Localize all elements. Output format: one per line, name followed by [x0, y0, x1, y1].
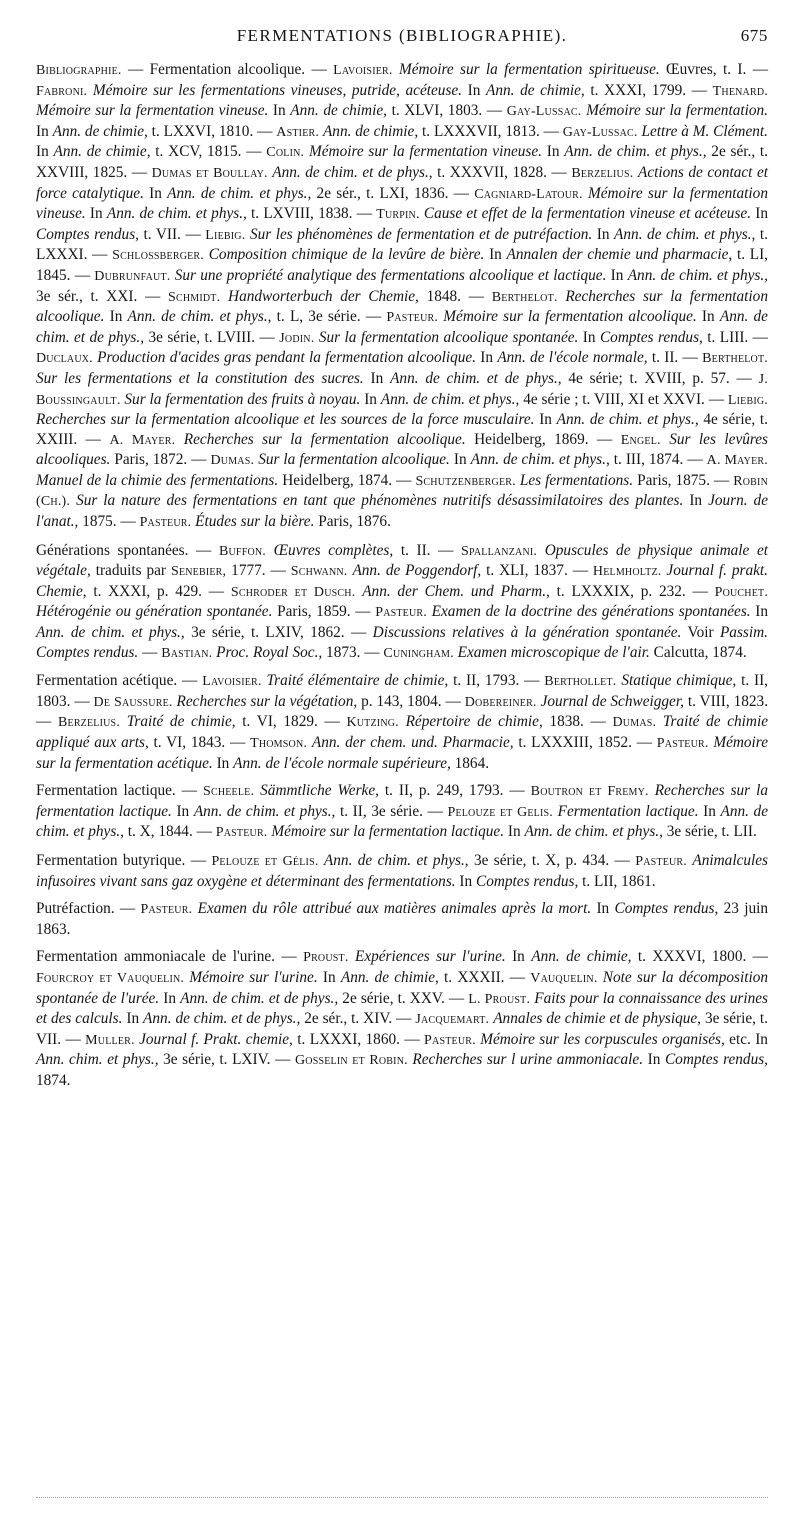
work-title: Mémoire sur la fermentation lactique. [271, 823, 505, 841]
work-title: Traité élémentaire de chimie, [266, 672, 449, 690]
author-name: Pasteur. [635, 853, 687, 869]
citation-text: t. XXXVII, 1828. — [432, 163, 572, 181]
work-title: Hétérogénie ou génération spontanée. [36, 603, 273, 621]
citation-text: t. II, 3e série. — [335, 802, 448, 820]
citation-text: 3e série, t. VII. — [36, 1010, 769, 1048]
author-name: Kutzing. [346, 715, 399, 731]
author-name: Lavoisier. [202, 674, 262, 690]
page-number: 675 [740, 26, 768, 45]
work-title: Études sur la bière. [195, 513, 315, 531]
citation-text: t. LXXXI. — [36, 225, 768, 264]
author-name: Cagniard-Latour. [474, 186, 583, 202]
work-title: Expériences sur l'urine. [354, 948, 506, 966]
author-name: Pasteur. [215, 825, 268, 841]
citation-text: In [122, 1010, 144, 1028]
citation-text: In [455, 872, 477, 890]
citation-text: t. LXXXIII, 1852. — [513, 734, 657, 751]
work-title: Handworterbuch der Chemie, [228, 287, 419, 305]
citation-text: t. LI, 1845. — [36, 246, 769, 284]
citation-text: In [317, 968, 341, 986]
work-title: Ann. de chim. et phys., [323, 851, 469, 869]
author-name: Schutzenberger. [415, 473, 516, 489]
citation-text: t. LIII. — [702, 328, 768, 346]
author-name: Pasteur. [424, 1032, 476, 1048]
citation-text [537, 542, 545, 559]
citation-text: etc. In [724, 1030, 768, 1048]
work-title: Ann. der chem. und. Pharmacie, [311, 734, 514, 751]
work-title: Ann. de chim. et phys., [127, 308, 272, 326]
citation-text [266, 542, 274, 559]
citation-text: 2e sér., t. XXVIII, 1825. — [36, 143, 768, 181]
work-title: Examen de la doctrine des générations spontanées. [431, 603, 751, 621]
work-title: Recherches sur la fermentation alcoolique. [183, 430, 466, 448]
citation-text: In [698, 802, 721, 820]
section-fermentation-acetique [36, 671, 768, 773]
citation-text: 3e sér., t. XXI. — [36, 287, 168, 305]
work-title: Mémoire sur la fermentation vineuse. [36, 184, 768, 223]
citation-text: t. XXXVI, 1800. — [631, 948, 768, 966]
author-name: Thomson. [250, 736, 308, 751]
author-name: Turpin. [376, 207, 420, 223]
citation-text: t. VI, 1843. — [148, 734, 251, 751]
work-title: Ann. de chim. et phys., [564, 143, 707, 161]
author-name: L. Proust. [468, 991, 531, 1007]
citation-text: 2e série, t. XXV. — [338, 989, 469, 1007]
work-title: Ann. de chim. et phys., [36, 802, 768, 841]
running-title: FERMENTATIONS (BIBLIOGRAPHIE). [236, 26, 568, 45]
author-name: Berthollet. [544, 674, 617, 690]
work-title: Ann. de chimie, [53, 143, 151, 161]
author-name: Senebier, [170, 564, 227, 580]
work-title: Recherches sur la végétation, [176, 692, 358, 710]
author-name: Gay-Lussac. [562, 124, 638, 140]
author-name: Fabroni. [36, 83, 88, 99]
author-name: Liebig. [727, 392, 768, 408]
citation-text [175, 431, 183, 448]
work-title: Mémoire sur l'urine. [189, 968, 318, 986]
author-name: Schroder et Dusch. [230, 584, 356, 600]
work-title: Sur les phénomènes de fermentation et de putréfaction. [249, 225, 593, 243]
author-name: Schwann. [290, 564, 348, 580]
work-title: Œuvres complètes, [273, 541, 394, 559]
author-name: Spallanzani. [461, 543, 538, 559]
author-name: Schlossberger. [112, 248, 205, 264]
citation-text: 2e sér., t. LXI, 1836. — [311, 184, 475, 202]
author-name: Lavoisier. [333, 63, 393, 78]
citation-text [220, 288, 228, 305]
author-name: Berzelius. [57, 715, 121, 731]
work-title: Passim. Comptes rendus. [36, 624, 768, 661]
work-title: Composition chimique de la levûre de bière. [208, 246, 485, 264]
work-title: Recherches sur la fermentation lactique. [36, 782, 768, 820]
work-title: Ann. de chim. et phys., [556, 411, 699, 429]
work-title: Mémoire sur la fermentation spiritueuse. [398, 61, 660, 78]
work-title: Ann. de chim. et phys., [167, 184, 312, 202]
citation-text: In [85, 205, 107, 223]
author-name: Gosselin et Robin. [294, 1053, 408, 1069]
section-fermentation-lactique [36, 781, 768, 843]
citation-text: 1874. [36, 1071, 71, 1089]
work-title: Ann. de l'école normale supérieure, [233, 754, 451, 772]
work-title: Ann. de chim. et de phys., [180, 989, 339, 1007]
author-name: Bibliographie. [36, 63, 122, 78]
author-name: Berthelot. [702, 351, 768, 367]
citation-text: Fermentation ammoniacale de l'urine. — [36, 948, 304, 966]
author-name: Pasteur. [386, 310, 439, 326]
author-name: J. Boussingault. [36, 371, 768, 408]
author-name: Berzelius. [571, 165, 634, 181]
work-title: Ann. de chim. et phys., [380, 390, 520, 408]
citation-text: t. II, p. 249, 1793. — [378, 782, 531, 800]
work-title: Opuscules de physique animale et végétale, [36, 541, 768, 580]
citation-text: t. II. — [393, 541, 462, 559]
author-name: Astier. [276, 124, 320, 140]
citation-text: 3e série, t. LII. [662, 823, 757, 841]
author-name: Dobereiner. [464, 694, 537, 710]
author-name: Muller. [85, 1032, 135, 1048]
work-title: Sur la fermentation alcoolique spontanée. [318, 328, 579, 346]
citation-text: 3e série, t. LXIV, 1862. — [184, 624, 373, 642]
citation-text: 1777. — [226, 562, 291, 580]
author-name: Pouchet. [714, 584, 769, 600]
author-name: Vauquelin. [530, 970, 598, 986]
citation-text: Fermentation butyrique. — [36, 851, 212, 869]
work-title: Lettre à M. Clément. [641, 122, 768, 140]
work-title: Ann. de chimie, [52, 122, 148, 140]
work-title: Recherches sur la fermentation alcoolique. [36, 287, 768, 326]
citation-text: t. LXXXI, 1860. — [292, 1030, 425, 1048]
work-title: Examen microscopique de l'air. [457, 643, 650, 661]
work-title: Sur les levûres alcooliques. [36, 430, 769, 469]
work-title: Recherches sur l urine ammoniacale. [412, 1051, 644, 1069]
author-name: Bastian. [161, 645, 213, 661]
work-title: Traité de chimie, [126, 713, 236, 731]
work-title: Ann. de chim. et phys., [470, 451, 610, 469]
work-title: Mémoire sur les corpuscules organisés, [480, 1030, 725, 1048]
citation-text: Heidelberg, 1869. — [465, 430, 621, 448]
citation-text: 4e série; t. XVIII, p. 57. — [561, 369, 759, 387]
author-name: Pelouze et Gelis. [447, 804, 553, 820]
citation-text: 2e sér., t. XIV. — [300, 1010, 416, 1028]
work-title: Sur une propriété analytique des fermentations alcoolique et lactique. [174, 266, 607, 284]
citation-text: p. 143, 1804. — [357, 692, 465, 710]
work-title: Mémoire sur la fermentation. [586, 102, 768, 120]
author-name: Dumas. [612, 715, 657, 731]
work-title: Sur la fermentation alcoolique. [258, 451, 450, 469]
citation-text: In [683, 492, 709, 510]
section-putrefaction [36, 899, 768, 939]
citation-text: t. LII, 1861. [578, 872, 656, 890]
work-title: Mémoire sur la fermentation acétique. [36, 734, 768, 772]
work-title: Ann. chim. et phys., [36, 1051, 159, 1069]
citation-text: t. LXVIII, 1838. — [246, 205, 377, 223]
citation-text: Paris, 1859. — [272, 603, 376, 621]
author-name: Proust. [303, 950, 349, 966]
author-name: Schmidt. [167, 289, 221, 305]
citation-text: t. LXXXIX, p. 232. — [549, 582, 715, 600]
work-title: Animalcules infusoires vivant sans gaz oxygène et déterminant des fermentations. [36, 851, 768, 890]
author-name: Pasteur. [139, 515, 192, 531]
citation-text: t. XCV, 1815. — [150, 143, 267, 161]
citation-text: t. VIII, 1823. — [36, 692, 769, 731]
work-title: Ann. de chimie, [322, 122, 419, 140]
work-title: Statique chimique, [621, 672, 737, 690]
citation-text [656, 713, 663, 730]
author-name: Cuningham. [383, 645, 454, 661]
citation-text: t. III, 1874. — [609, 451, 707, 469]
citation-text: In [505, 948, 532, 966]
citation-text: Œuvres, t. I. — [659, 61, 768, 78]
work-title: Examen du rôle attribué aux matières animales après la mort. [197, 900, 592, 918]
work-title: Journal f. Prakt. chemie, [139, 1030, 293, 1048]
citation-text: In [36, 122, 53, 140]
author-name: Boutron et Fremy. [530, 784, 649, 800]
bibliography-body [36, 60, 768, 1091]
citation-text: t. XXXI, 1799. — [584, 81, 713, 99]
citation-text: t. VII. — [138, 225, 206, 243]
work-title: Comptes rendus, [36, 225, 139, 243]
author-name: De Saussure. [93, 694, 173, 710]
citation-text: Voir [681, 624, 720, 642]
work-title: Ann. de chim. et phys., [524, 823, 663, 841]
citation-text: In [578, 328, 600, 346]
citation-text: In [159, 989, 181, 1007]
work-title: Fermentation lactique. [557, 802, 699, 820]
citation-text: In [750, 603, 769, 621]
author-name: Berthelot. [491, 289, 558, 305]
work-title: Ann. de chim. et phys., [193, 802, 336, 820]
work-title: Ann. de chimie, [340, 968, 439, 986]
work-title: Mémoire sur les fermentations vineuses, putride, acéteuse. [92, 81, 463, 99]
work-title: Mémoire sur la fermentation vineuse. [308, 143, 543, 161]
citation-text: 3e série, t. X, p. 434. — [468, 851, 636, 869]
author-name: Dumas. [210, 453, 255, 469]
citation-text: t. XXXI, p. 429. — [86, 582, 231, 600]
work-title: Traité de chimie appliqué aux arts, [36, 713, 768, 751]
work-title: Ann. de chim. et de phys., [390, 369, 562, 387]
work-title: Faits pour la connaissance des urines et des calculs. [36, 989, 768, 1028]
author-name: Pasteur. [140, 902, 193, 918]
work-title: Sur la nature des fermentations en tant que phénomènes nutritifs désassimilatoires des plantes. [76, 492, 684, 510]
work-title: Ann. de chimie, [486, 81, 585, 99]
author-name: Jacquemart. [415, 1012, 490, 1028]
work-title: Cause et effet de la fermentation vineuse et acéteuse. [423, 205, 752, 223]
work-title: Discussions relatives à la génération spontanée. [372, 624, 682, 642]
citation-text: In [484, 246, 507, 264]
citation-text: In [212, 754, 234, 772]
author-name: Robin (Ch.). [36, 473, 768, 510]
work-title: Ann. de chim. et de phys., [36, 308, 768, 346]
work-title: Ann. de chimie, [531, 948, 632, 966]
citation-text: Générations spontanées. — [36, 541, 219, 559]
citation-text: traduits par [90, 562, 171, 580]
citation-text: 3e série, t. LXIV. — [158, 1051, 295, 1069]
citation-text: 4e série, t. XXIII. — [36, 411, 768, 448]
author-name: Pasteur. [375, 605, 427, 621]
citation-text [661, 431, 669, 448]
citation-text: t. VI, 1829. — [235, 713, 347, 731]
citation-text: 23 juin 1863. [36, 900, 769, 938]
author-name: Scheele. [202, 784, 255, 800]
citation-text: In [696, 308, 720, 326]
work-title: Sur les fermentations et la constitution des sucres. [36, 369, 364, 387]
citation-text: In [534, 411, 557, 429]
citation-text: t. XLI, 1837. — [481, 562, 593, 580]
work-title: Recherches sur la fermentation alcoolique et les sources de la force musculaire. [36, 411, 535, 429]
work-title: Annalen der chemie und pharmacie, [506, 246, 733, 264]
work-title: Journal f. prakt. Chemie, [36, 562, 769, 600]
work-title: Note sur la décomposition spontanée de l'urée. [36, 968, 769, 1007]
author-name: Gay-Lussac. [506, 104, 582, 120]
author-name: Helmholtz. [592, 564, 662, 580]
work-title: Ann. de chimie, [290, 102, 387, 120]
citation-text: In [462, 81, 486, 99]
citation-text: — [138, 643, 162, 661]
work-title: Ann. de chim. et de phys., [272, 163, 433, 181]
citation-text: Heidelberg, 1874. — [278, 471, 416, 489]
work-title: Ann. de chim. et phys., [614, 225, 756, 243]
citation-text: t. II, 1793. — [448, 672, 545, 690]
author-name: Jodin. [279, 330, 315, 346]
work-title: Manuel de la chimie des fermentations. [36, 471, 279, 489]
citation-text [399, 713, 406, 730]
author-name: Pasteur. [656, 736, 709, 751]
citation-text: 1864. [450, 754, 490, 772]
work-title: Ann. de chim. et phys., [106, 205, 247, 223]
citation-text: t. XLVI, 1803. — [386, 102, 507, 120]
citation-text: t. XXXII. — [438, 968, 531, 986]
work-title: Répertoire de chimie, [405, 713, 543, 731]
citation-text [120, 713, 127, 730]
book-page [36, 26, 768, 1099]
citation-text: In [268, 102, 291, 120]
author-name: Fourcroy et Vauquelin. [36, 970, 185, 986]
citation-text: In [104, 308, 128, 326]
citation-text: In [606, 266, 628, 284]
work-title: Journal de Schweigger, [540, 692, 684, 710]
work-title: Ann. de chim. et phys., [627, 266, 768, 284]
work-title: Mémoire sur la fermentation alcoolique. [443, 308, 697, 326]
citation-text: t. L, 3e série. — [271, 308, 387, 326]
author-name: A. Mayer. [706, 453, 768, 469]
citation-text: Paris, 1875. — [633, 471, 734, 489]
citation-text: t. II. — [647, 349, 703, 367]
work-title: Les fermentations. [519, 471, 634, 489]
citation-text: In [360, 390, 381, 408]
work-title: Annales de chimie et de physique, [493, 1010, 702, 1028]
citation-text: Paris, 1876. [314, 513, 391, 531]
author-name: Liebig. [205, 227, 246, 243]
author-name: Duclaux. [36, 351, 93, 367]
citation-text: Calcutta, 1874. [649, 643, 747, 661]
citation-text: Paris, 1872. — [110, 451, 211, 469]
citation-text: In [476, 349, 498, 367]
author-name: A. Mayer. [109, 432, 176, 448]
citation-text: Fermentation lactique. — [36, 782, 203, 800]
citation-text: In [643, 1051, 665, 1069]
citation-text: — Fermentation alcoolique. — [121, 61, 334, 78]
citation-text: 1873. — [322, 643, 384, 661]
citation-text: In [143, 184, 168, 202]
citation-text: t. II, 1803. — [36, 672, 768, 710]
work-title: Comptes rendus, [476, 872, 579, 890]
citation-text: 3e série, t. LVIII. — [144, 328, 280, 346]
citation-text: t. X, 1844. — [123, 823, 216, 841]
citation-text: 4e série ; t. VIII, XI et XXVI. — [519, 390, 728, 408]
work-title: Sur la fermentation des fruits à noyau. [124, 390, 361, 408]
work-title: Comptes rendus, [664, 1051, 768, 1069]
author-name: Pelouze et Gélis. [211, 853, 319, 869]
author-name: Colin. [266, 145, 305, 161]
work-title: Comptes rendus, [614, 900, 719, 918]
citation-text: In [542, 143, 565, 161]
work-title: Ann. der Chem. und Pharm., [362, 582, 550, 600]
citation-text: 1838. — [542, 713, 613, 731]
citation-text: In [751, 205, 768, 223]
work-title: Production d'acides gras pendant la fermentation alcoolique. [97, 349, 477, 367]
work-title: Proc. Royal Soc., [216, 643, 323, 661]
work-title: Mémoire sur la fermentation vineuse. [36, 102, 269, 120]
citation-text: 1875. — [78, 513, 140, 531]
work-title: Ann. de Poggendorf, [352, 562, 482, 580]
citation-text: 1848. — [418, 287, 492, 305]
section-generations-spontanees [36, 541, 768, 664]
citation-text: In [363, 369, 391, 387]
footer-dotted-rule [36, 1497, 768, 1498]
author-name: Dumas et Boullay. [151, 165, 268, 181]
section-fermentation-alcoolique [36, 60, 768, 533]
work-title: Sämmtliche Werke, [260, 782, 379, 800]
work-title: Comptes rendus, [599, 328, 703, 346]
citation-text: In [171, 802, 194, 820]
work-title: Ann. de chim. et de phys., [143, 1010, 301, 1028]
page-header [36, 26, 768, 52]
citation-text: In [36, 143, 54, 161]
work-title: Ann. de chim. et phys., [36, 624, 185, 642]
citation-text: In [591, 900, 615, 918]
author-name: Dubrunfaut. [94, 268, 171, 284]
citation-text: Fermentation acétique. — [36, 672, 203, 690]
citation-text: In [592, 225, 615, 243]
citation-text: Putréfaction. — [36, 900, 141, 918]
author-name: Engel. [620, 432, 661, 448]
author-name: Thenard. [712, 83, 768, 99]
section-fermentation-ammoniacale [36, 947, 768, 1090]
citation-text: t. LXXVI, 1810. — [147, 122, 277, 140]
work-title: Ann. de l'école normale, [497, 349, 648, 367]
citation-text: In [504, 823, 525, 841]
citation-text: In [449, 451, 471, 469]
section-fermentation-butyrique [36, 851, 768, 891]
author-name: Buffon. [218, 543, 266, 559]
work-title: Actions de contact et force catalytique. [36, 163, 768, 202]
citation-text: t. LXXXVII, 1813. — [418, 122, 563, 140]
work-title: Journ. de l'anat., [36, 492, 768, 531]
